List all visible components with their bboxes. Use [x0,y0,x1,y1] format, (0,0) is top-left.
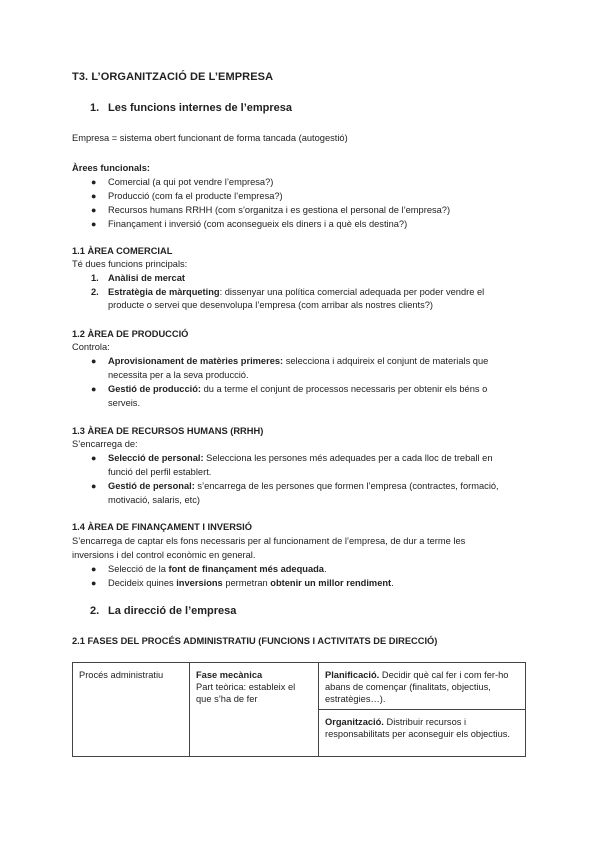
list-item [108,384,487,394]
item-text: Selecció de la [108,564,169,574]
item-bold: Aprovisionament de matèries primeres: [108,356,284,366]
fases-heading: 2.1 FASES DEL PROCÉS ADMINISTRATIU (FUNCIONS I ACTIVITATS DE DIRECCIÓ) [72,636,438,646]
list-item-continued: serveis. [108,398,141,408]
list-item [108,287,484,297]
list-item [108,356,488,366]
bullet-icon: ● [91,177,97,187]
list-item: Producció (com fa el producte l’empresa?) [108,191,283,201]
produccio-heading: 1.2 ÀREA DE PRODUCCIÓ [72,329,189,339]
table-row [73,663,526,710]
item-text: s’encarrega de les persones que formen l’empresa (contractes, formació, [194,481,499,491]
cell-text: Procés administratiu [79,670,164,680]
arees-heading: Àrees funcionals: [72,163,151,173]
list-item [108,578,394,588]
bullet-icon: ● [91,219,97,229]
financament-heading: 1.4 ÀREA DE FINANÇAMENT I INVERSIÓ [72,522,252,532]
comercial-intro: Té dues funcions principals: [72,259,188,269]
item-bold: Anàlisi de mercat [108,273,185,283]
item-bold: font de finançament més adequada [168,564,324,574]
table-cell [319,710,526,757]
item-text: : dissenyar una política comercial adequada per poder vendre el [219,287,485,297]
cell-title: Organització. [325,717,384,727]
cell-title: Fase mecànica [196,670,263,680]
bullet-icon: ● [91,481,97,491]
item-bold: Selecció de personal: [108,453,204,463]
list-item: Finançament i inversió (com aconsegueix els diners i a què els destina?) [108,219,408,229]
list-item-continued: necessita per a la seva producció. [108,370,249,380]
bullet-icon: ● [91,205,97,215]
bullet-icon: ● [91,578,97,588]
list-item [108,273,185,283]
cell-text: Distribuir recursos i responsabilitats per aconseguir els objectius. [325,717,511,739]
list-item: Comercial (a qui pot vendre l’empresa?) [108,177,274,187]
item-text: Decideix quines [108,578,177,588]
document-title: T3. L’ORGANITZACIÓ DE L’EMPRESA [72,71,274,83]
list-item [108,564,327,574]
item-bold: Gestió de personal: [108,481,195,491]
list-item [108,481,499,491]
item-bold: obtenir un millor rendiment [270,578,392,588]
bullet-icon: ● [91,453,97,463]
list-item [108,453,493,463]
item-bold: Estratègia de màrqueting [108,287,220,297]
item-bold: Gestió de producció: [108,384,201,394]
cell-title: Planificació. [325,670,380,680]
section1-title: Les funcions internes de l’empresa [108,102,293,114]
item-text: permetran [222,578,271,588]
table-cell [190,663,319,757]
list-item-continued: producte o servei que desenvolupa l’empresa (com arribar als nostres clients?) [108,300,434,310]
bullet-icon: ● [91,564,97,574]
bullet-icon: ● [91,191,97,201]
item-bold: inversions [176,578,223,588]
cell-text: Decidir què cal fer i com fer-ho abans de començar (finalitats, objectius, estratègies…). [325,670,509,704]
table-cell [319,663,526,710]
section1-number: 1. [90,102,100,114]
list-item-continued: motivació, salaris, etc) [108,495,200,505]
rrhh-heading: 1.3 ÀREA DE RECURSOS HUMANS (RRHH) [72,426,264,436]
section2-number: 2. [90,605,100,617]
list-item-continued: funció del perfil establert. [108,467,212,477]
rrhh-intro: S’encarrega de: [72,439,138,449]
item-text: du a terme el conjunt de processos necessaris per obtenir els béns o [200,384,488,394]
intro-text: Empresa = sistema obert funcionant de forma tancada (autogestió) [72,133,348,143]
item-text: . [391,578,394,588]
financament-intro-continued: inversions i del control econòmic en general. [72,550,256,560]
produccio-intro: Controla: [72,342,110,352]
list-number: 2. [91,287,99,297]
section2-title: La direcció de l’empresa [108,605,237,617]
item-text: . [323,564,327,574]
comercial-heading: 1.1 ÀREA COMERCIAL [72,246,173,256]
list-number: 1. [91,273,99,283]
bullet-icon: ● [91,384,97,394]
table-cell [73,663,190,757]
bullet-icon: ● [91,356,97,366]
cell-text: Part teòrica: estableix el que s’ha de fer [196,682,296,704]
list-item: Recursos humans RRHH (com s’organitza i es gestiona el personal de l’empresa?) [108,205,451,215]
financament-intro: S’encarrega de captar els fons necessaris per al funcionament de l’empresa, de dur a terme les [72,536,466,546]
item-text: Selecciona les persones més adequades per a cada lloc de treball en [203,453,493,463]
item-text: selecciona i adquireix el conjunt de materials que [283,356,489,366]
admin-process-table [72,662,526,757]
